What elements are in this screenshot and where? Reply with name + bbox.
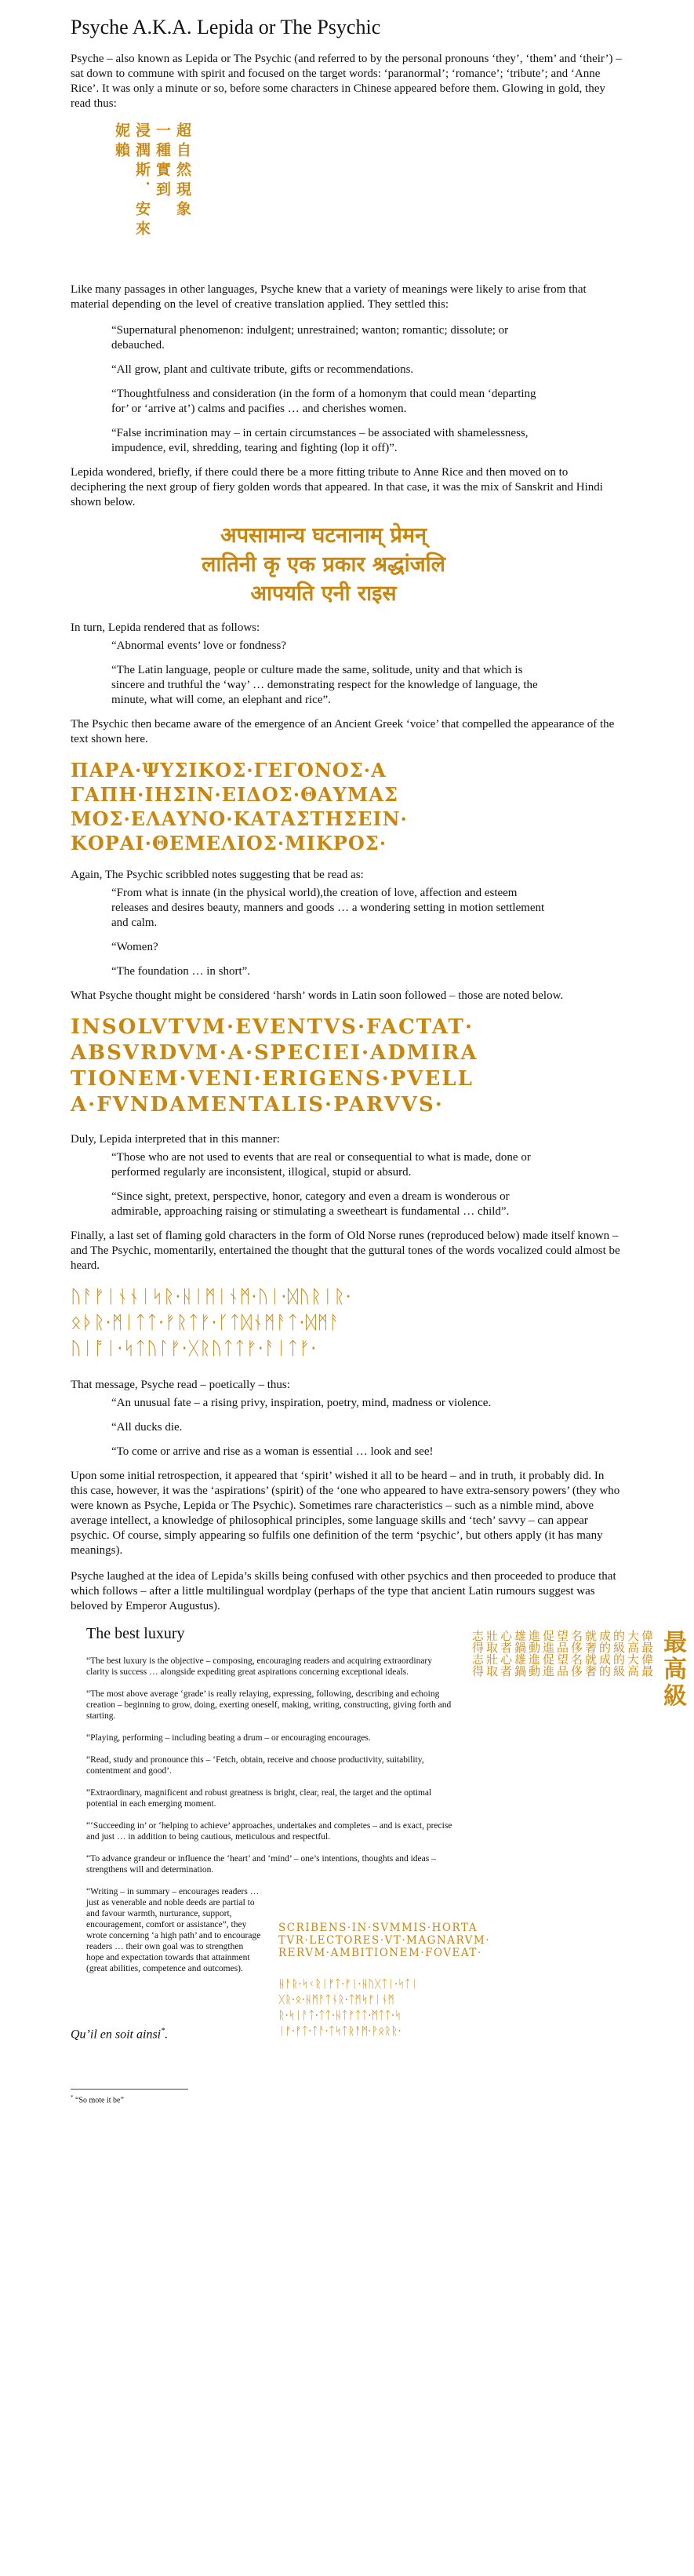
chinese-quote: “Thoughtfulness and consideration (in the form of a homonym that could mean ‘departing for’ or ‘arrive at’) calms and pacifies … and cherishes women. bbox=[111, 388, 536, 415]
runes-intro: Finally, a last set of flaming gold characters in the form of Old Norse runes (reproduced below) made itself known – and The Psychic, momentarily, entertained the thought that the guttural tones of the words vocalized could almost be heard. bbox=[71, 1230, 620, 1272]
sanskrit-line: लातिनी कृ एक प्रकार श्रद्धांजलि bbox=[202, 552, 445, 577]
chinese-quote: “All grow, plant and cultivate tribute, gifts or recommendations. bbox=[111, 363, 414, 376]
latin-text bbox=[71, 1015, 623, 1118]
best-luxury-title: The best luxury bbox=[86, 1625, 185, 1642]
sanskrit-quote: “Abnormal events’ love or fondness? bbox=[111, 639, 286, 652]
greek-quote: “The foundation … in short”. bbox=[111, 965, 251, 978]
runes-quote: “An unusual fate – a rising privy, inspiration, poetry, mind, madness or violence. bbox=[111, 1397, 492, 1409]
luxury-item: “Read, study and pronounce this – ‘Fetch, obtain, receive and choose productivity, suitability, contentment and good’. bbox=[86, 1755, 424, 1776]
runes-quote: “All ducks die. bbox=[111, 1421, 183, 1434]
greek-line: ΓΑΠΗ·ΙΗΣΙΝ·ΕΙΔΟΣ·ΘΑΥΜΑΣ bbox=[71, 783, 398, 806]
chinese-quote: “Supernatural phenomenon: indulgent; unrestrained; wanton; romantic; dissolute; or debauched. bbox=[111, 324, 509, 352]
page-title: Psyche A.K.A. Lepida or The Psychic bbox=[71, 16, 381, 38]
laughed-paragraph: Psyche laughed at the idea of Lepida’s skills being confused with other psychics and then proceeded to produce that which follows – after a little multilingual wordplay (perhaps of the type that ancient Latin rumours suggest was beloved by Emperor Augustus). bbox=[71, 1570, 616, 1612]
luxury-chinese-characters bbox=[471, 1630, 685, 1798]
runes-quote: “To come or arrive and rise as a woman is essential … look and see! bbox=[111, 1445, 434, 1458]
closing-text: Qu’il en soit ainsi bbox=[71, 2028, 162, 2042]
latin-render-intro: Duly, Lepida interpreted that in this manner: bbox=[71, 1133, 280, 1146]
luxury-runes-line: ᛁᚠ·ᚠᛏ·ᛏᚨ·ᛏᛋᛏᚱᚨᛗ·ᚹᛟᚱᚱ· bbox=[278, 2025, 402, 2038]
luxury-chinese-big: 最高級 bbox=[659, 1630, 686, 1710]
luxury-chinese-column: 雄鍋雄鍋 bbox=[513, 1630, 527, 1677]
sanskrit-text bbox=[24, 521, 623, 608]
footnote-marker: * bbox=[71, 2094, 74, 2101]
runes-text bbox=[71, 1284, 623, 1362]
chinese-column: 超自然現象 bbox=[174, 122, 191, 220]
luxury-chinese-column: 大高大高 bbox=[626, 1630, 640, 1677]
intro-paragraph: Psyche – also known as Lepida or The Psychic (and referred to by the personal pronouns ‘they’, ‘them’ and ‘their’) – sat down to commune with spirit and focused on the target words: ‘paranormal’; ‘romance’; ‘tribute’; and ‘Anne Rice’. It was only a minute or so, before some characters in Chinese appeared before them. Glowing in gold, they read thus: bbox=[71, 53, 622, 110]
runes-line: ᚢᛁᚩᛁ·ᛋᛏᚢᛚᚠ·ᚷᚱᚢᛏᛏᚠ·ᚨᛁᛏᚠ· bbox=[71, 1339, 318, 1359]
luxury-latin-line: RERVM·AMBITIONEM·FOVEAT· bbox=[278, 1947, 482, 1959]
latin-quote: “Since sight, pretext, perspective, honor, category and even a dream is wonderous or admirable, approaching raising or stimulating a sweetheart is fundamental … child”. bbox=[111, 1190, 510, 1218]
latin-line: INSOLVTVM·EVENTVS·FACTAT· bbox=[71, 1015, 474, 1039]
luxury-item: “Writing – in summary – encourages readers … just as venerable and noble deeds are partial to and favour warmth, nurturance, support, encouragement, comfort or assistance”, they wrote concerning ‘a high path’ and to encourage readers … their own goal was to strengthen hope and expectation towards that attainment (great abilities, competence and outcomes). bbox=[86, 1887, 261, 1973]
luxury-runes-line: ᚷᚱ·ᛟ·ᚺᛗᚨᛏᚾᚱ·ᛏᛗᛋᚠᛁᚾᛗ bbox=[278, 1994, 394, 2006]
runes-line: ᛟᚦᚱ·ᛗᛁᛏᛏ·ᚠᚱᛏᚠ·ᚴᛏᛞᚾᛗᚨᛏ·ᛞᛗᚨ bbox=[71, 1313, 341, 1333]
greek-line: ΚΟΡΑΙ·ΘΕΜΕΛΙΟΣ·ΜΙΚΡΟΣ· bbox=[71, 832, 387, 854]
luxury-item: “Extraordinary, magnificent and robust greatness is bright, clear, real, the target and the optimal potential in each emerging moment. bbox=[86, 1788, 432, 1809]
footnote-divider bbox=[71, 2089, 188, 2090]
luxury-chinese-column: 偉最偉最 bbox=[640, 1630, 654, 1677]
luxury-chinese-column: 就奢就奢 bbox=[583, 1630, 598, 1677]
luxury-chinese-column: 進動進動 bbox=[527, 1630, 541, 1677]
footnote bbox=[71, 2094, 623, 2104]
greek-line: ΜΟΣ·ΕΛΑΥΝΟ·ΚΑΤΑΣΤΗΣΕΙΝ· bbox=[71, 807, 408, 830]
chinese-characters bbox=[111, 122, 623, 271]
luxury-item: “‘Succeeding in’ or ‘helping to achieve’ approaches, undertakes and completes – and is exact, precise and just … in addition to being cautious, meticulous and respectful. bbox=[86, 1821, 452, 1842]
luxury-chinese-column: 心者心者 bbox=[499, 1630, 513, 1677]
luxury-item: “The most above average ‘grade’ is really relaying, expressing, following, describing and echoing creation – beginning to grow, doing, exerting oneself, making, writing, constructing, giving forth and starting. bbox=[86, 1689, 452, 1721]
chinese-translation-intro: Like many passages in other languages, Psyche knew that a variety of meanings were likely to arise from that material depending on the level of creative translation applied. They settled this: bbox=[71, 283, 587, 311]
sanskrit-quote: “The Latin language, people or culture made the same, solitude, unity and that which is sincere and truthful the ‘way’ … demonstrating respect for the knowledge of language, the minute, what will come, an elephant and rice”. bbox=[111, 664, 538, 706]
sanskrit-line: अपसामान्य घटनानाम् प्रेमन् bbox=[220, 523, 427, 548]
latin-line: A·FVNDAMENTALIS·PARVVS· bbox=[71, 1093, 444, 1117]
luxury-runes-text bbox=[278, 1977, 521, 2039]
luxury-runes-line: ᚱ·ᛋᛁᚨᛏ·ᛏᛏ·ᚺᛏᚠᛏᛏ·ᛗᛏᛏ·ᛋ bbox=[278, 2009, 402, 2022]
greek-quote: “From what is innate (in the physical world),the creation of love, affection and esteem releases and desires beauty, manners and goods … a wondering setting in motion settlement and calm. bbox=[111, 887, 545, 929]
latin-intro: What Psyche thought might be considered ‘harsh’ words in Latin soon followed – those are noted below. bbox=[71, 989, 564, 1002]
greek-text bbox=[71, 758, 623, 855]
luxury-chinese-column: 促進促進 bbox=[541, 1630, 555, 1677]
closing-footnote-marker: * bbox=[161, 2027, 165, 2035]
luxury-item: “To advance grandeur or influence the ‘heart’ and ‘mind’ – one’s intentions, thoughts and ideas – strengthens will and determination. bbox=[86, 1854, 436, 1875]
luxury-latin-line: SCRIBENS·IN·SVMMIS·HORTA bbox=[278, 1922, 478, 1934]
luxury-item: “The best luxury is the objective – composing, encouraging readers and acquiring extraordinary clarity is success … alongside expediting great aspirations concerning exceptional ideals. bbox=[86, 1656, 433, 1677]
reflection-paragraph: Upon some initial retrospection, it appeared that ‘spirit’ wished it all to be heard – and in truth, it probably did. In this case, however, it was the ‘aspirations’ (spirit) of the ‘one who appeared to have extra-sensory powers’ (they who were known as Psyche, Lepida or The Psychic). Sometimes rare characteristics – such as a nimble mind, above average intellect, a knowledge of philosophical principles, some language skills and ‘tech’ savvy – can appear psychic. Of course, simply appearing so fulfils one definition of the term ‘psychic’, but others apply (it has many meanings). bbox=[71, 1470, 620, 1557]
greek-intro: The Psychic then became aware of the emergence of an Ancient Greek ‘voice’ that compelled the appearance of the text shown here. bbox=[71, 718, 615, 745]
luxury-latin-line: TVR·LECTORES·VT·MAGNARVM· bbox=[278, 1934, 490, 1947]
runes-render-intro: That message, Psyche read – poetically – thus: bbox=[71, 1379, 290, 1391]
sanskrit-render-intro: In turn, Lepida rendered that as follows: bbox=[71, 621, 260, 634]
chinese-column: 浸潤斯．安來 bbox=[133, 122, 151, 240]
luxury-chinese-column: 望品望品 bbox=[555, 1630, 569, 1677]
latin-quote: “Those who are not used to events that are real or consequential to what is made, done or performed regularly are inconsistent, illogical, stupid or absurd. bbox=[111, 1151, 531, 1179]
luxury-chinese-column: 志得志得 bbox=[471, 1630, 485, 1677]
sanskrit-intro: Lepida wondered, briefly, if there could there be a more fitting tribute to Anne Rice and then moved on to deciphering the next group of fiery golden words that appeared. In that case, it was the mix of Sanskrit and Hindi shown below. bbox=[71, 466, 603, 508]
latin-line: ABSVRDVM·A·SPECIEI·ADMIRA bbox=[71, 1041, 478, 1065]
luxury-item: “Playing, performing – including beating a drum – or encouraging encourages. bbox=[86, 1733, 371, 1743]
sanskrit-line: आपयति एनी राइस bbox=[250, 581, 397, 606]
greek-line: ΠΑΡΑ·ΨΥΣΙΚΟΣ·ΓΕΓΟΝΟΣ·Α bbox=[71, 759, 387, 782]
runes-line: ᚢᚨᚠᛁᚾᚾᛁᛋᚱ·ᚺᛁᛗᛁᚾᛗ·ᚢᛁ·ᛞᚢᚱᛁᚱ· bbox=[71, 1287, 352, 1307]
luxury-chinese-column: 名侈名侈 bbox=[569, 1630, 583, 1677]
closing-line: Qu’il en soit ainsi*. bbox=[71, 2027, 169, 2042]
luxury-runes-line: ᚺᚨᚱ·ᛋᚲᚱᛁᚠᛏ·ᚠᛁ·ᚺᚢᚷᛏᛁ·ᛋᛏᛁ bbox=[278, 1978, 418, 1991]
luxury-chinese-column: 壯取壯取 bbox=[485, 1630, 499, 1677]
luxury-chinese-column: 成的成的 bbox=[598, 1630, 612, 1677]
chinese-column: 一種實到 bbox=[154, 122, 171, 201]
greek-render-intro: Again, The Psychic scribbled notes suggesting that be read as: bbox=[71, 869, 364, 881]
latin-line: TIONEM·VENI·ERIGENS·PVELL bbox=[71, 1067, 474, 1091]
chinese-column: 妮賴 bbox=[113, 122, 130, 162]
luxury-chinese-column: 的級的級 bbox=[612, 1630, 626, 1677]
footnote-text: “So mote it be” bbox=[75, 2096, 124, 2105]
greek-quote: “Women? bbox=[111, 941, 158, 953]
chinese-quote: “False incrimination may – in certain circumstances – be associated with shamelessness, impudence, evil, shredding, tearing and fighting (lop it off)”. bbox=[111, 427, 529, 454]
luxury-latin-text bbox=[278, 1922, 514, 1959]
